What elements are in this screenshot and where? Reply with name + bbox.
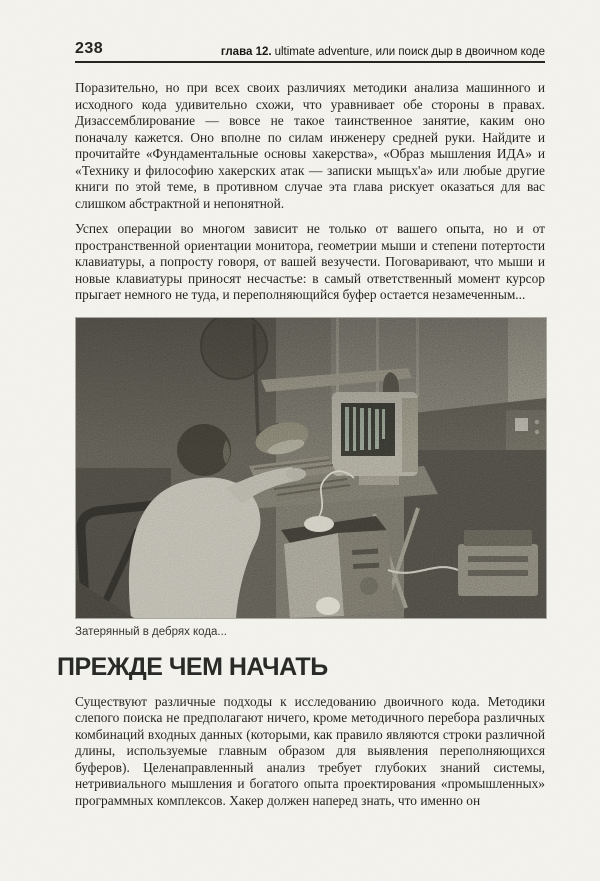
photo-caption: Затерянный в дебрях кода...	[75, 625, 228, 638]
chapter-title: ultimate adventure, или поиск дыр в двоичном коде	[274, 46, 545, 58]
page-content	[57, 40, 545, 818]
photo-figure	[75, 317, 545, 638]
running-header	[75, 40, 545, 63]
paragraph-disassembly-intro: Поразительно, но при всех своих различиях методики анализа машинного и исходного кода удивительно схожи, что уравнивает обе стороны в правах. Дизассемблирование — вовсе не такое таинственное занятие, каким оно поначалу кажется. Оно вполне по силам инженеру средней руки. Найдите и прочитайте «Фундаментальные основы хакерства», «Образ мышления ИДА» и «Технику и философию хакерских атак — записки мыщъх'а» или любые другие книги по этой теме, в противном случае эта глава рискует оказаться для вас слишком абстрактной и непонятной.	[75, 80, 545, 211]
chapter-label: глава 12.	[220, 46, 272, 58]
paragraph-operation-luck: Успех операции во многом зависит не только от вашего опыта, но и от пространственной ориентации монитора, геометрии мыши и степени потертости клавиатуры, а попросту говоря, от вашей везучести. Поговаривают, что мыши и новые клавиатуры приносят несчастье: в самый ответственный момент курсор прыгает немного не туда, и переполняющийся буфер остается незамеченным...	[75, 221, 545, 302]
chapter-header	[221, 46, 545, 58]
section-heading: ПРЕЖДЕ ЧЕМ НАЧАТЬ	[57, 652, 328, 681]
photo-hacker-workplace	[75, 317, 547, 619]
photo-grain-overlay	[76, 318, 546, 618]
page-number: 238	[75, 40, 104, 57]
paragraph-binary-approaches: Существуют различные подходы к исследованию двоичного кода. Методики слепого поиска не предполагают ничего, кроме методичного перебора различных комбинаций входных данных (которыми, как правило являются строки различной длины, используемые главным образом для выявления переполняющихся буферов). Целенаправленный анализ требует глубоких знаний системы, нетривиального мышления и богатого опыта проектирования «промышленных» программных комплексов. Хакер должен наперед знать, что именно он	[75, 693, 545, 808]
